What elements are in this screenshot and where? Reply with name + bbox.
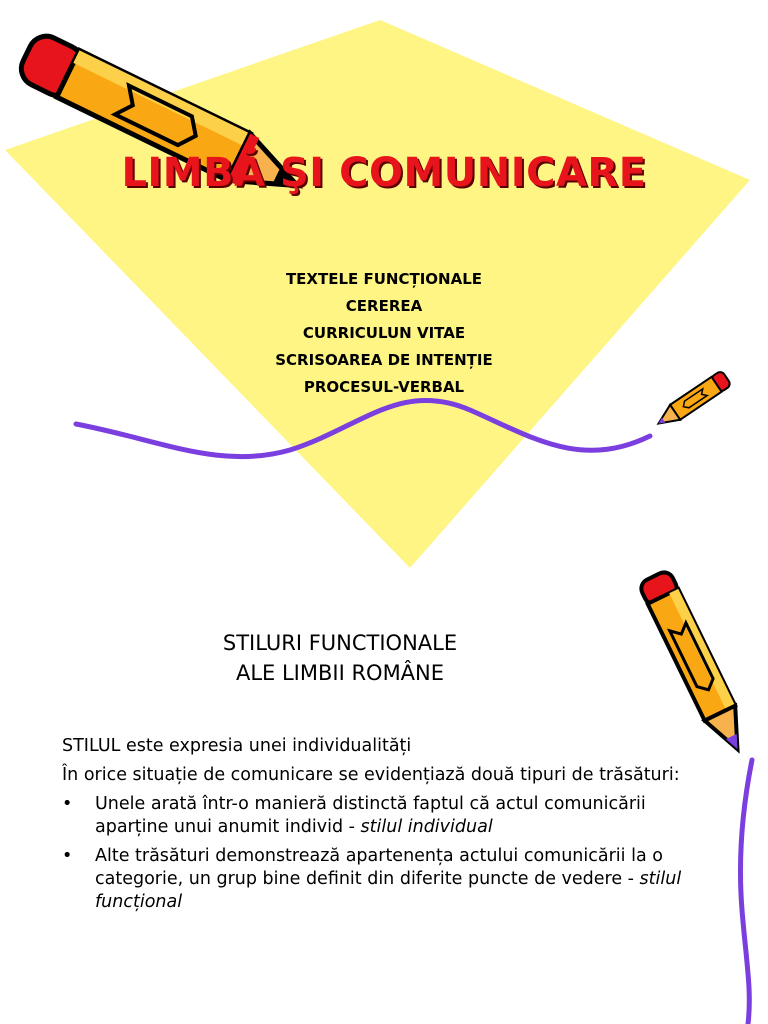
slide-title: LIMBĂ ŞI COMUNICARE <box>121 150 647 196</box>
topics-list <box>0 266 768 401</box>
title-line: ALE LIMBII ROMÂNE <box>235 661 445 685</box>
slide-2-body <box>62 735 712 920</box>
topic-item: CURRICULUN VITAE <box>302 324 466 342</box>
bullet-text: Alte trăsături demonstrează apartenența actului comunicării la o categorie, un grup bine definit din diferite puncte de vedere - <box>95 846 663 889</box>
topic-item: PROCESUL-VERBAL <box>303 378 465 396</box>
topic-item: CEREREA <box>345 297 423 315</box>
paragraph: STILUL este expresia unei individualități <box>62 736 412 756</box>
bullet-emphasis: stilul individual <box>360 817 493 837</box>
topic-item: TEXTELE FUNCȚIONALE <box>285 270 483 288</box>
bullet-text: Unele arată într-o manieră distinctă faptul că actul comunicării aparține unui anumit individ - <box>95 794 646 837</box>
title-line: STILURI FUNCTIONALE <box>222 631 458 655</box>
bullet-item <box>62 793 712 839</box>
purple-curve-line <box>740 760 752 1024</box>
bullet-mark: • <box>62 846 73 866</box>
bullet-emphasis: stilul funcțional <box>95 869 682 912</box>
paragraph: În orice situație de comunicare se evidențiază două tipuri de trăsături: <box>62 765 680 785</box>
slide-2-title <box>0 628 680 688</box>
bullet-mark: • <box>62 794 73 814</box>
bullet-item <box>62 845 712 914</box>
slide-2 <box>0 570 768 1024</box>
topic-item: SCRISOAREA DE INTENȚIE <box>275 351 493 369</box>
